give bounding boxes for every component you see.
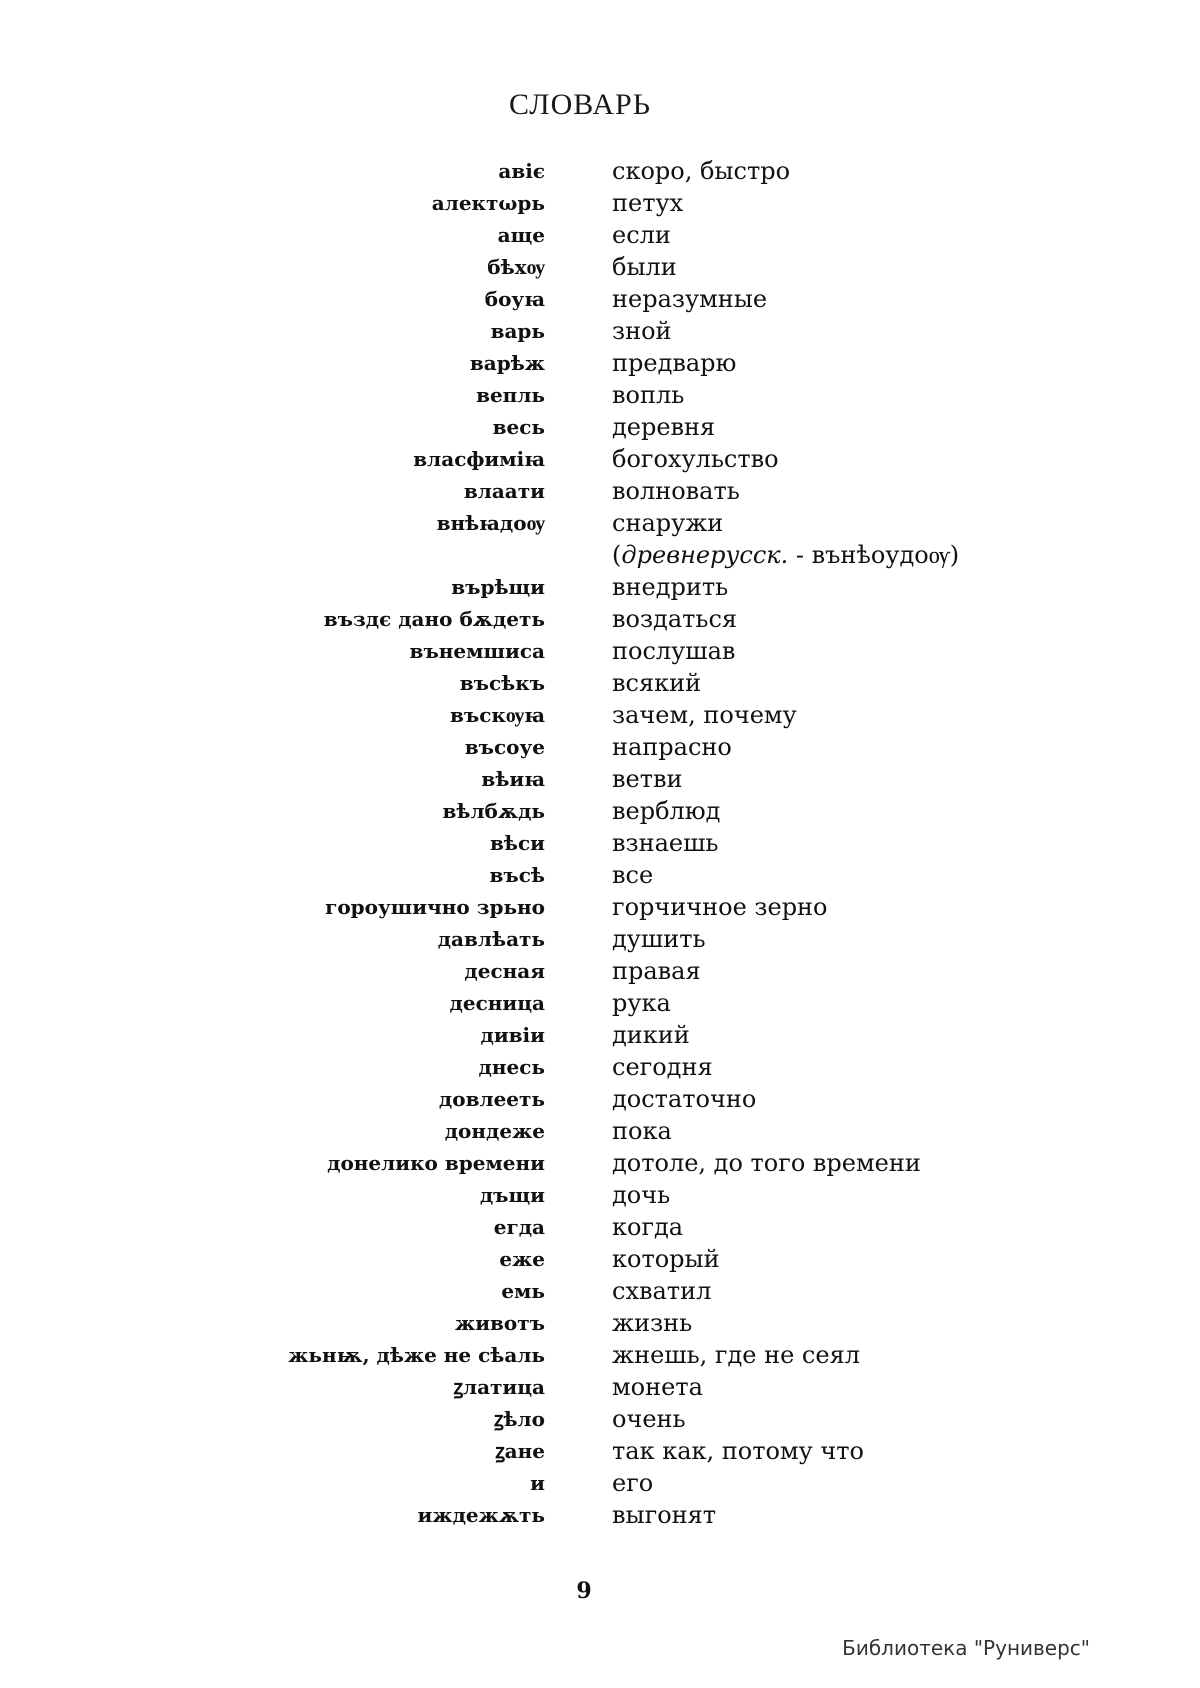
list-item bbox=[0, 1019, 1200, 1051]
entry-term: въсоуе bbox=[464, 735, 545, 759]
library-credit: Библиотека "Руниверс" bbox=[842, 1636, 1090, 1660]
entry-meaning: неразумные bbox=[612, 285, 768, 313]
entry-term: влаати bbox=[463, 479, 545, 503]
entry-meaning: схватил bbox=[612, 1277, 712, 1305]
list-item bbox=[0, 827, 1200, 859]
entry-term: еже bbox=[499, 1247, 545, 1271]
list-item bbox=[0, 315, 1200, 347]
list-item bbox=[0, 1083, 1200, 1115]
entry-meaning: внедрить bbox=[612, 573, 729, 601]
list-item bbox=[0, 891, 1200, 923]
list-item bbox=[0, 1467, 1200, 1499]
entry-term: авіє bbox=[498, 159, 545, 183]
entry-meaning: предварю bbox=[612, 349, 737, 377]
list-item bbox=[0, 859, 1200, 891]
entry-meaning: ветви bbox=[612, 765, 683, 793]
entry-term: вънемшиса bbox=[409, 639, 545, 663]
entry-meaning: были bbox=[612, 253, 677, 281]
entry-meaning: так как, потому что bbox=[612, 1437, 864, 1465]
list-item bbox=[0, 539, 1200, 571]
entry-meaning: напрасно bbox=[612, 733, 732, 761]
entry-meaning: дочь bbox=[612, 1181, 671, 1209]
entry-meaning: если bbox=[612, 221, 671, 249]
entry-term: алектωрь bbox=[431, 191, 545, 215]
list-item bbox=[0, 1179, 1200, 1211]
entry-meaning: рука bbox=[612, 989, 671, 1017]
entry-meaning: деревня bbox=[612, 413, 716, 441]
list-item bbox=[0, 699, 1200, 731]
list-item bbox=[0, 443, 1200, 475]
entry-term: егда bbox=[493, 1215, 545, 1239]
note-source: древнерусск. bbox=[621, 541, 789, 569]
entry-meaning: воздаться bbox=[612, 605, 738, 633]
entry-term: десная bbox=[464, 959, 545, 983]
list-item bbox=[0, 347, 1200, 379]
entry-term: вѣлбѫдь bbox=[442, 799, 545, 823]
list-item bbox=[0, 283, 1200, 315]
entry-term: донелико времени bbox=[327, 1151, 545, 1175]
list-item bbox=[0, 1243, 1200, 1275]
list-item bbox=[0, 603, 1200, 635]
entry-meaning: взнаешь bbox=[612, 829, 719, 857]
entry-term: вѣиꙗ bbox=[481, 767, 545, 791]
entry-term: животъ bbox=[455, 1311, 545, 1335]
list-item bbox=[0, 571, 1200, 603]
entry-meaning: жнешь, где не сеял bbox=[612, 1341, 860, 1369]
list-item bbox=[0, 1307, 1200, 1339]
entry-meaning: его bbox=[612, 1469, 654, 1497]
entry-meaning: выгонят bbox=[612, 1501, 717, 1529]
entry-term: ꙁане bbox=[495, 1439, 545, 1463]
entry-term: емь bbox=[501, 1279, 545, 1303]
list-item bbox=[0, 411, 1200, 443]
list-item bbox=[0, 987, 1200, 1019]
entry-term: десница bbox=[449, 991, 545, 1015]
entry-meaning: все bbox=[612, 861, 654, 889]
entry-term: въскѹꙗ bbox=[449, 703, 545, 727]
entry-term: внѣꙗдоѹ bbox=[436, 511, 545, 535]
note-open: ( bbox=[612, 541, 622, 569]
entry-term: днесь bbox=[478, 1055, 545, 1079]
list-item bbox=[0, 1211, 1200, 1243]
entry-term: варѣж bbox=[469, 351, 545, 375]
list-item bbox=[0, 187, 1200, 219]
list-item bbox=[0, 1339, 1200, 1371]
entry-term: въсѣкъ bbox=[459, 671, 545, 695]
entry-term: ꙁлатица bbox=[453, 1375, 545, 1399]
entry-meaning: достаточно bbox=[612, 1085, 757, 1113]
entry-meaning: всякий bbox=[612, 669, 702, 697]
list-item bbox=[0, 379, 1200, 411]
list-item bbox=[0, 731, 1200, 763]
entry-meaning: снаружи bbox=[612, 509, 724, 537]
entry-term: довлееть bbox=[438, 1087, 545, 1111]
entry-meaning: послушав bbox=[612, 637, 736, 665]
entry-term: иждежѫть bbox=[417, 1503, 545, 1527]
entry-meaning: вопль bbox=[612, 381, 685, 409]
entry-term: вѣси bbox=[490, 831, 545, 855]
entry-meaning: правая bbox=[612, 957, 701, 985]
page-number: 9 bbox=[576, 1578, 592, 1604]
entry-meaning: волновать bbox=[612, 477, 740, 505]
list-item bbox=[0, 1499, 1200, 1531]
list-item bbox=[0, 1051, 1200, 1083]
list-item bbox=[0, 251, 1200, 283]
list-item bbox=[0, 763, 1200, 795]
entry-term: и bbox=[530, 1471, 545, 1495]
entry-term: власфиміꙗ bbox=[413, 447, 545, 471]
entry-term: дондеже bbox=[444, 1119, 545, 1143]
list-item bbox=[0, 1115, 1200, 1147]
list-item bbox=[0, 475, 1200, 507]
entry-meaning: душить bbox=[612, 925, 706, 953]
entry-meaning: богохульство bbox=[612, 445, 779, 473]
list-item bbox=[0, 635, 1200, 667]
entry-term: жьнѭ, дѣже не сѣаль bbox=[288, 1343, 545, 1367]
list-item bbox=[0, 923, 1200, 955]
page-title: СЛОВАРЬ bbox=[509, 88, 651, 121]
list-item bbox=[0, 1147, 1200, 1179]
entry-term: давлѣать bbox=[437, 927, 545, 951]
entry-meaning bbox=[612, 539, 959, 571]
list-item bbox=[0, 507, 1200, 539]
entry-term: вепль bbox=[476, 383, 545, 407]
entry-term: весь bbox=[492, 415, 545, 439]
list-item bbox=[0, 1371, 1200, 1403]
dictionary-list bbox=[0, 155, 1200, 1531]
entry-meaning: пока bbox=[612, 1117, 672, 1145]
entry-term: въздє дано бѫдеть bbox=[323, 607, 545, 631]
entry-meaning: скоро, быстро bbox=[612, 157, 791, 185]
entry-meaning: когда bbox=[612, 1213, 684, 1241]
list-item bbox=[0, 155, 1200, 187]
entry-term: ꙁѣло bbox=[494, 1407, 545, 1431]
entry-term: аще bbox=[497, 223, 545, 247]
list-item bbox=[0, 1435, 1200, 1467]
entry-meaning: который bbox=[612, 1245, 720, 1273]
entry-meaning: зной bbox=[612, 317, 672, 345]
entry-meaning: сегодня bbox=[612, 1053, 713, 1081]
entry-meaning: очень bbox=[612, 1405, 686, 1433]
entry-term: дъщи bbox=[479, 1183, 545, 1207]
entry-term: варь bbox=[490, 319, 545, 343]
entry-term: боуꙗ bbox=[484, 287, 545, 311]
list-item bbox=[0, 1275, 1200, 1307]
entry-meaning: дикий bbox=[612, 1021, 690, 1049]
list-item bbox=[0, 219, 1200, 251]
entry-meaning: петух bbox=[612, 189, 684, 217]
entry-term: бѣхѹ bbox=[487, 255, 545, 279]
entry-meaning: горчичное зерно bbox=[612, 893, 828, 921]
entry-meaning: монета bbox=[612, 1373, 703, 1401]
list-item bbox=[0, 795, 1200, 827]
entry-term: въсѣ bbox=[489, 863, 545, 887]
entry-term: дивіи bbox=[480, 1023, 545, 1047]
list-item bbox=[0, 1403, 1200, 1435]
entry-meaning: верблюд bbox=[612, 797, 721, 825]
list-item bbox=[0, 667, 1200, 699]
entry-meaning: зачем, почему bbox=[612, 701, 797, 729]
note-text: - вънѣоудоѹ) bbox=[788, 541, 960, 569]
entry-meaning: дотоле, до того времени bbox=[612, 1149, 921, 1177]
entry-term: върѣщи bbox=[451, 575, 545, 599]
list-item bbox=[0, 955, 1200, 987]
entry-meaning: жизнь bbox=[612, 1309, 693, 1337]
entry-term: гороушично зрьно bbox=[325, 895, 545, 919]
